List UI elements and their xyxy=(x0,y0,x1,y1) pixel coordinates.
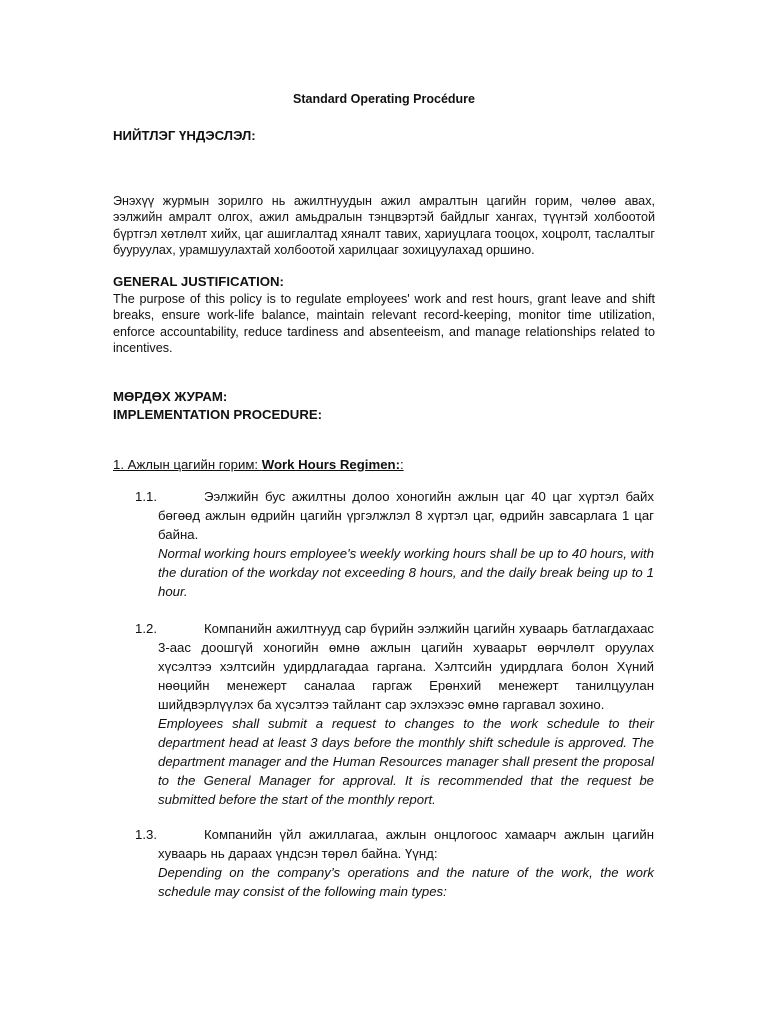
item-text-mn: Компанийн ажилтнууд сар бүрийн ээлжийн цагийн хуваарь батлагдахаас 3-аас доошгүй хоногийн өмнө ажлын цагийн хуваарьт өөрчлөлт оруулах хүсэлтээ хэлтсийн удирдлагадаа гаргана. Хэлтсийн удирдлага болон Хүний нөөцийн менежерт саналаа гаргаж Ерөнхий менежерт танилцуулан шийдвэрлүүлэх ба хүсэлтээ тайлант сар эхлэхээс өмнө гаргавал зохино. xyxy=(158,621,654,712)
purpose-paragraph-mn: Энэхүү журмын зорилго нь ажилтнуудын ажил амралтын цагийн горим, чөлөө авах, ээлжийн амралт олгох, ажил амьдралын тэнцвэртэй байдлыг хангах, түүнтэй холбоотой бүртгэл хөтлөлт хийх, цаг ашиглалтад хяналт тавих, хариуцлага тооцох, хоцролт, таслалтыг бууруулах, урамшуулахтай холбоотой харилцааг зохицуулахад оршино. xyxy=(113,194,655,257)
heading-implementation-en: IMPLEMENTATION PROCEDURE: xyxy=(113,407,323,422)
item-number: 1.2. xyxy=(135,621,157,636)
item-number: 1.3. xyxy=(135,827,157,842)
heading-implementation-mn: МӨРДӨХ ЖУРАМ: xyxy=(113,389,228,404)
item-text-en: Normal working hours employee's weekly working hours shall be up to 40 hours, with the duration of the workday not exceeding 8 hours, and the daily break being up to 1 hour. xyxy=(158,546,654,599)
heading-general-mn: НИЙТЛЭГ ҮНДЭСЛЭЛ: xyxy=(113,128,256,143)
list-item xyxy=(158,825,654,901)
document-title: Standard Operating Procédure xyxy=(293,92,475,106)
section-1-prefix: 1. Ажлын цагийн горим: xyxy=(113,457,262,472)
section-1-heading xyxy=(113,457,404,472)
section-1-title: Work Hours Regimen: xyxy=(261,457,400,472)
item-text-en: Depending on the company’s operations and the nature of the work, the work schedule may consist of the following main types: xyxy=(158,865,654,899)
item-text-mn: Компанийн үйл ажиллагаа, ажлын онцлогоос хамаарч ажлын цагийн хуваарь нь дараах үндсэн төрөл байна. Үүнд: xyxy=(158,827,654,861)
item-text-mn: Ээлжийн бус ажилтны долоо хоногийн ажлын цаг 40 цаг хүртэл байх бөгөөд ажлын өдрийн цагийн үргэлжлэл 8 хүртэл цаг, өдрийн завсарлага 1 цаг байна. xyxy=(158,489,654,542)
item-text-en: Employees shall submit a request to changes to the work schedule to their department head at least 3 days before the monthly shift schedule is approved. The department manager and the Human Resources manager shall present the proposal to the General Manager for approval. It is recommended that the request be submitted before the start of the monthly report. xyxy=(158,716,654,807)
item-number: 1.1. xyxy=(135,489,157,504)
list-item xyxy=(158,487,654,601)
heading-general-en: GENERAL JUSTIFICATION: xyxy=(113,274,284,289)
purpose-paragraph-en: The purpose of this policy is to regulate employees' work and rest hours, grant leave and shift breaks, ensure work-life balance, maintain relevant record-keeping, monitor time utilization, enforce accountability, reduce tardiness and absenteeism, and manage relationships related to incentives. xyxy=(113,292,655,355)
list-item xyxy=(158,619,654,809)
section-1-suffix: : xyxy=(399,457,404,472)
